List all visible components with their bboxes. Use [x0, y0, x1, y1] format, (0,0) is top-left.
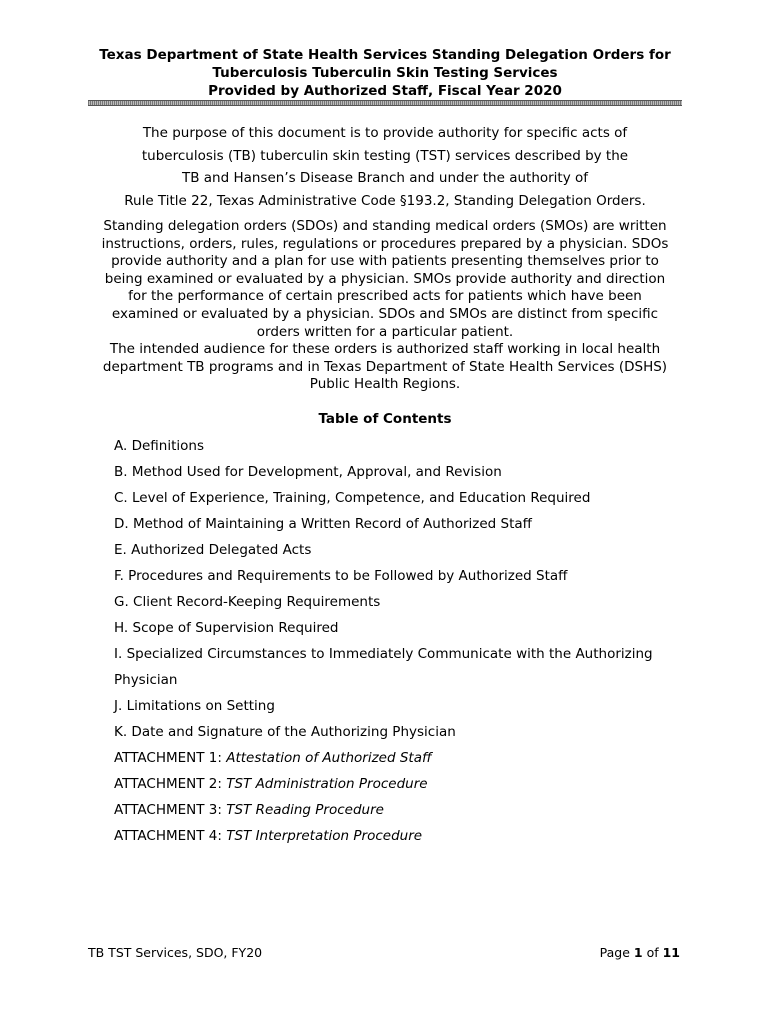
purpose-line: TB and Hansen’s Disease Branch and under the authority of: [181, 170, 589, 186]
sdo-line: provide authority and a plan for use with patients presenting themselves prior to: [111, 253, 659, 270]
attachment-label: ATTACHMENT 1:: [114, 750, 227, 766]
toc-item-delegated-acts[interactable]: E. Authorized Delegated Acts: [114, 542, 312, 558]
attachment-title: TST Interpretation Procedure: [226, 828, 423, 844]
toc-item-procedures[interactable]: F. Procedures and Requirements to be Followed by Authorized Staff: [114, 568, 568, 584]
of-word: of: [642, 945, 663, 960]
current-page: 1: [633, 945, 643, 960]
sdo-line: examined or evaluated by a physician. SDOs and SMOs are distinct from specific: [111, 305, 659, 322]
toc-attachment-1[interactable]: [114, 745, 684, 771]
sdo-line: being examined or evaluated by a physician. SMOs provide authority and direction: [104, 270, 666, 287]
table-of-contents: [114, 433, 684, 849]
toc-heading: Table of Contents: [318, 411, 452, 427]
sdo-paragraph: [86, 218, 684, 394]
purpose-line: The purpose of this document is to provide authority for specific acts of: [142, 125, 628, 141]
attachment-label: ATTACHMENT 3:: [114, 802, 227, 818]
document-title: [88, 46, 682, 100]
attachment-title: Attestation of Authorized Staff: [226, 750, 432, 766]
toc-attachment-4[interactable]: [114, 823, 684, 849]
title-line: Texas Department of State Health Services Standing Delegation Orders for: [99, 47, 671, 63]
page-word: Page: [599, 945, 634, 960]
sdo-line: instructions, orders, rules, regulations or procedures prepared by a physician. SDOs: [101, 235, 669, 252]
sdo-line: The intended audience for these orders is authorized staff working in local health: [109, 341, 661, 358]
sdo-line: Standing delegation orders (SDOs) and standing medical orders (SMOs) are written: [103, 218, 667, 234]
purpose-line: tuberculosis (TB) tuberculin skin testing (TST) services described by the: [141, 147, 629, 164]
sdo-line: for the performance of certain prescribed acts for patients which have been: [128, 288, 642, 305]
toc-item-method[interactable]: B. Method Used for Development, Approval, and Revision: [114, 464, 502, 480]
title-line: Provided by Authorized Staff, Fiscal Year 2020: [208, 83, 562, 99]
attachment-title: TST Administration Procedure: [226, 776, 428, 792]
toc-item-limitations[interactable]: J. Limitations on Setting: [114, 698, 275, 714]
sdo-line: department TB programs and in Texas Department of State Health Services (DSHS): [102, 358, 668, 375]
attachment-title: TST Reading Procedure: [226, 802, 384, 818]
title-divider: [88, 100, 682, 106]
sdo-line: orders written for a particular patient.: [256, 323, 514, 340]
toc-item-signature[interactable]: K. Date and Signature of the Authorizing Physician: [114, 724, 456, 740]
total-pages: 11: [662, 945, 680, 960]
sdo-line: Public Health Regions.: [309, 376, 461, 393]
title-line: Tuberculosis Tuberculin Skin Testing Services: [212, 65, 558, 81]
toc-item-definitions[interactable]: A. Definitions: [114, 438, 204, 454]
attachment-label: ATTACHMENT 2:: [114, 776, 227, 792]
toc-item-circumstances-cont[interactable]: Physician: [114, 672, 178, 688]
footer-page-number: [600, 944, 680, 962]
purpose-paragraph: [88, 122, 682, 212]
toc-attachment-2[interactable]: [114, 771, 684, 797]
attachment-label: ATTACHMENT 4:: [114, 828, 227, 844]
toc-attachment-3[interactable]: [114, 797, 684, 823]
toc-item-record-keeping[interactable]: G. Client Record-Keeping Requirements: [114, 594, 381, 610]
footer-document-id: TB TST Services, SDO, FY20: [88, 945, 263, 960]
toc-item-circumstances[interactable]: I. Specialized Circumstances to Immediately Communicate with the Authorizing: [114, 646, 653, 662]
toc-item-experience[interactable]: C. Level of Experience, Training, Competence, and Education Required: [114, 490, 591, 506]
toc-item-supervision[interactable]: H. Scope of Supervision Required: [114, 620, 339, 636]
toc-item-record[interactable]: D. Method of Maintaining a Written Record of Authorized Staff: [114, 516, 532, 532]
purpose-line: Rule Title 22, Texas Administrative Code §193.2, Standing Delegation Orders.: [124, 192, 646, 209]
